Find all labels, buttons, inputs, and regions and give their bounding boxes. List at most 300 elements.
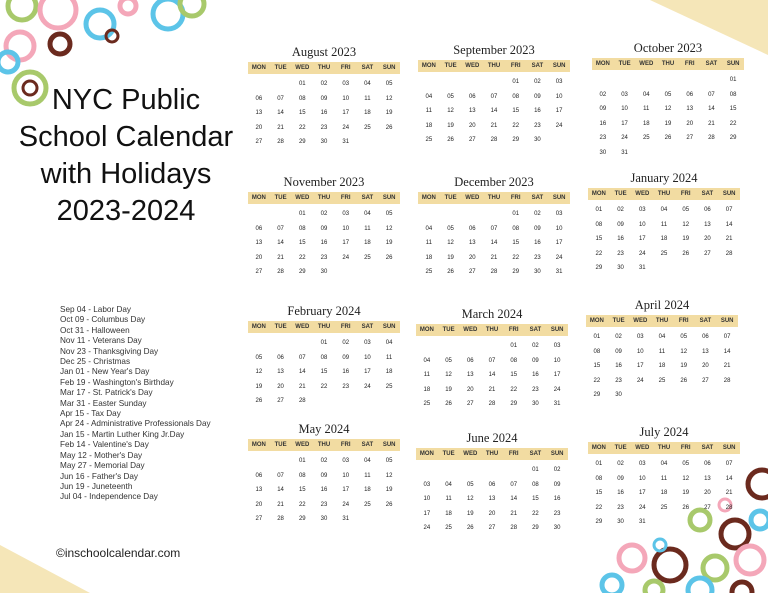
day-cell: 27 xyxy=(488,525,496,531)
day-cell: 21 xyxy=(723,363,731,369)
day-cell: 15 xyxy=(532,496,539,502)
day-cell: 10 xyxy=(638,221,646,228)
day-cell: 13 xyxy=(704,221,711,228)
day-cell: 11 xyxy=(364,225,371,232)
weekday-label: SAT xyxy=(531,63,544,69)
day-cell: 01 xyxy=(298,81,306,87)
weekday-label: SAT xyxy=(701,445,714,451)
day-cell: 06 xyxy=(277,354,284,361)
day-cell: 03 xyxy=(342,211,350,217)
empty-day-cell xyxy=(592,73,614,88)
day-cell: 15 xyxy=(298,487,306,493)
day-cell: 25 xyxy=(642,135,650,141)
empty-day-cell xyxy=(440,75,462,90)
day-cell: 15 xyxy=(595,236,603,242)
day-cell: 05 xyxy=(664,91,672,98)
day-cell: 06 xyxy=(466,357,474,364)
weekday-label: TUE xyxy=(274,65,287,71)
day-cell: 05 xyxy=(445,357,452,364)
day-cell: 01 xyxy=(595,207,603,213)
day-cell: 12 xyxy=(385,472,393,479)
title-line: School Calendar xyxy=(18,121,234,153)
day-cell: 21 xyxy=(277,124,284,131)
day-cell: 26 xyxy=(445,401,452,407)
day-cell: 01 xyxy=(729,77,737,83)
day-cell: 20 xyxy=(468,254,476,261)
day-cell: 13 xyxy=(686,106,694,112)
day-grid xyxy=(416,339,568,412)
empty-day-cell xyxy=(481,339,503,354)
weekday-label: TUE xyxy=(442,327,455,333)
day-cell: 09 xyxy=(615,348,622,355)
day-grid xyxy=(588,203,740,276)
day-cell: 26 xyxy=(682,250,690,257)
day-cell: 22 xyxy=(298,124,306,131)
day-cell: 29 xyxy=(729,135,737,141)
day-cell: 18 xyxy=(660,236,668,242)
day-cell: 19 xyxy=(680,363,688,369)
day-cell: 02 xyxy=(320,81,328,87)
day-cell: 25 xyxy=(660,504,668,511)
day-cell: 30 xyxy=(553,525,561,531)
day-cell: 30 xyxy=(617,265,624,271)
day-cell: 09 xyxy=(534,225,541,232)
day-cell: 31 xyxy=(555,269,563,275)
day-cell: 28 xyxy=(510,525,518,531)
day-grid xyxy=(588,457,740,530)
day-cell: 20 xyxy=(466,386,474,393)
empty-day-cell xyxy=(270,77,292,92)
day-cell: 03 xyxy=(423,481,431,488)
day-cell: 05 xyxy=(447,225,454,232)
day-cell: 01 xyxy=(298,211,306,217)
month-calendar xyxy=(248,421,400,527)
holiday-item: Mar 17 - St. Patrick's Day xyxy=(60,388,153,398)
weekday-header xyxy=(248,439,400,451)
day-cell: 20 xyxy=(704,490,711,496)
month-calendar xyxy=(592,40,744,160)
weekday-header xyxy=(248,321,400,333)
day-cell: 07 xyxy=(490,93,498,100)
day-cell: 18 xyxy=(364,487,371,493)
day-cell: 21 xyxy=(298,383,306,390)
day-cell: 07 xyxy=(708,91,715,98)
holiday-list xyxy=(60,305,211,503)
day-cell: 30 xyxy=(320,516,328,522)
month-calendar xyxy=(248,303,400,409)
weekday-label: WED xyxy=(295,65,310,71)
day-cell: 23 xyxy=(342,383,350,390)
day-cell: 04 xyxy=(445,481,452,488)
day-cell: 10 xyxy=(555,225,563,232)
day-cell: 27 xyxy=(704,250,711,257)
day-cell: 15 xyxy=(320,369,328,375)
day-cell: 04 xyxy=(660,207,668,213)
month-calendar xyxy=(588,424,740,530)
weekday-label: FRI xyxy=(340,195,351,201)
day-cell: 12 xyxy=(664,106,672,112)
day-cell: 14 xyxy=(725,221,733,228)
day-cell: 09 xyxy=(532,357,539,364)
day-cell: 23 xyxy=(532,386,539,393)
weekday-label: TUE xyxy=(444,63,457,69)
day-cell: 25 xyxy=(425,137,433,143)
day-cell: 04 xyxy=(364,458,371,464)
weekday-label: TUE xyxy=(274,195,287,201)
day-cell: 02 xyxy=(599,91,607,98)
day-cell: 21 xyxy=(708,120,715,127)
day-cell: 26 xyxy=(466,525,474,531)
day-cell: 03 xyxy=(342,81,350,87)
day-cell: 17 xyxy=(638,236,646,242)
weekday-label: MON xyxy=(251,65,266,71)
day-cell: 24 xyxy=(638,250,646,257)
day-cell: 01 xyxy=(298,458,306,464)
day-cell: 02 xyxy=(320,211,328,217)
day-cell: 12 xyxy=(385,95,393,102)
holiday-item: Jun 19 - Juneteenth xyxy=(60,481,133,491)
holiday-item: Apr 24 - Administrative Professionals Day xyxy=(60,419,211,429)
day-cell: 30 xyxy=(534,137,541,143)
weekday-label: THU xyxy=(657,191,671,197)
weekday-header xyxy=(416,324,568,336)
day-cell: 25 xyxy=(364,124,371,131)
empty-day-cell xyxy=(270,336,292,351)
day-cell: 13 xyxy=(255,110,263,116)
weekday-label: FRI xyxy=(680,445,691,451)
day-cell: 29 xyxy=(595,265,603,271)
day-cell: 28 xyxy=(298,398,306,404)
weekday-label: THU xyxy=(655,318,669,324)
day-cell: 09 xyxy=(320,95,328,102)
day-cell: 31 xyxy=(638,265,646,271)
day-cell: 21 xyxy=(277,254,284,261)
day-cell: 18 xyxy=(423,386,431,393)
day-cell: 11 xyxy=(364,472,371,479)
weekday-label: SUN xyxy=(382,195,396,201)
weekday-label: WED xyxy=(295,195,310,201)
weekday-label: FRI xyxy=(510,195,521,201)
day-cell: 08 xyxy=(298,225,306,232)
day-cell: 06 xyxy=(255,95,263,102)
weekday-label: TUE xyxy=(442,451,455,457)
weekday-header xyxy=(418,192,570,204)
day-cell: 10 xyxy=(636,348,644,355)
empty-day-cell xyxy=(459,463,481,478)
day-cell: 23 xyxy=(617,250,624,257)
day-cell: 16 xyxy=(342,369,350,375)
weekday-label: SUN xyxy=(382,442,396,448)
weekday-label: SUN xyxy=(550,451,564,457)
weekday-label: SAT xyxy=(361,324,374,330)
day-cell: 27 xyxy=(466,401,474,407)
month-title: January 2024 xyxy=(630,171,698,185)
day-cell: 23 xyxy=(534,122,541,129)
empty-day-cell xyxy=(481,463,503,478)
day-cell: 06 xyxy=(468,93,476,100)
day-cell: 24 xyxy=(555,122,563,129)
weekday-label: SUN xyxy=(720,318,734,324)
day-cell: 12 xyxy=(466,496,474,502)
day-cell: 05 xyxy=(255,354,263,361)
weekday-label: WED xyxy=(635,445,650,451)
day-grid xyxy=(586,330,738,403)
day-cell: 22 xyxy=(298,501,306,508)
holiday-item: Feb 19 - Washington's Birthday xyxy=(60,377,174,387)
day-cell: 20 xyxy=(704,236,711,242)
day-cell: 09 xyxy=(553,481,561,488)
day-cell: 07 xyxy=(725,207,733,213)
day-cell: 29 xyxy=(298,139,306,145)
weekday-label: TUE xyxy=(614,445,627,451)
day-cell: 08 xyxy=(595,221,603,228)
day-cell: 09 xyxy=(617,221,624,228)
day-cell: 27 xyxy=(468,137,476,143)
day-cell: 08 xyxy=(532,481,539,488)
day-cell: 05 xyxy=(682,207,690,213)
day-cell: 06 xyxy=(255,472,263,479)
day-cell: 10 xyxy=(364,354,371,361)
day-cell: 26 xyxy=(385,254,393,261)
weekday-label: THU xyxy=(485,327,499,333)
day-cell: 29 xyxy=(593,392,601,398)
day-cell: 21 xyxy=(725,236,733,242)
day-cell: 14 xyxy=(490,240,498,246)
day-cell: 02 xyxy=(532,343,539,349)
day-cell: 07 xyxy=(277,225,284,232)
weekday-label: SAT xyxy=(361,195,374,201)
day-cell: 31 xyxy=(638,519,646,525)
weekday-label: THU xyxy=(317,65,331,71)
day-cell: 16 xyxy=(320,240,328,246)
day-cell: 04 xyxy=(658,334,666,340)
day-cell: 28 xyxy=(490,137,498,143)
day-cell: 06 xyxy=(702,334,709,340)
weekday-label: TUE xyxy=(614,191,627,197)
holiday-item: Dec 25 - Christmas xyxy=(60,357,131,367)
day-cell: 28 xyxy=(277,139,284,145)
day-cell: 16 xyxy=(617,236,624,242)
day-cell: 18 xyxy=(445,510,452,517)
day-cell: 04 xyxy=(385,340,393,346)
day-cell: 16 xyxy=(553,496,561,502)
day-cell: 20 xyxy=(255,124,263,131)
weekday-header xyxy=(592,58,744,70)
day-cell: 30 xyxy=(599,149,607,156)
day-cell: 19 xyxy=(664,120,672,127)
day-cell: 04 xyxy=(364,81,371,87)
weekday-header xyxy=(586,315,738,327)
holiday-item: Mar 31 - Easter Sunday xyxy=(60,398,147,408)
weekday-label: SUN xyxy=(552,195,566,201)
day-cell: 28 xyxy=(488,401,496,407)
month-calendar xyxy=(416,306,568,412)
day-cell: 11 xyxy=(658,348,666,355)
holiday-item: May 12 - Mother's Day xyxy=(60,450,143,460)
day-cell: 22 xyxy=(512,122,520,129)
day-cell: 06 xyxy=(686,91,694,98)
day-cell: 01 xyxy=(532,467,539,473)
weekday-label: FRI xyxy=(680,191,691,197)
day-cell: 18 xyxy=(364,240,371,246)
weekday-label: SAT xyxy=(531,195,544,201)
day-cell: 18 xyxy=(425,254,433,261)
weekday-label: MON xyxy=(595,61,610,67)
day-cell: 17 xyxy=(553,372,561,378)
day-cell: 19 xyxy=(682,236,690,242)
day-cell: 30 xyxy=(532,401,539,407)
day-cell: 16 xyxy=(615,363,622,369)
day-grid xyxy=(248,454,400,527)
day-cell: 29 xyxy=(512,269,520,275)
day-cell: 01 xyxy=(593,334,601,340)
month-title: February 2024 xyxy=(287,304,361,318)
day-cell: 20 xyxy=(255,501,263,508)
day-grid xyxy=(592,73,744,160)
day-cell: 19 xyxy=(385,487,393,493)
weekday-label: TUE xyxy=(612,318,625,324)
day-cell: 03 xyxy=(638,461,646,467)
day-cell: 31 xyxy=(621,149,628,156)
day-cell: 09 xyxy=(617,475,624,482)
weekday-label: MON xyxy=(421,63,436,69)
day-cell: 22 xyxy=(729,120,737,127)
day-cell: 19 xyxy=(682,490,690,496)
day-cell: 15 xyxy=(595,490,603,496)
day-cell: 12 xyxy=(682,221,690,228)
day-cell: 27 xyxy=(468,269,476,275)
copyright-text: ©inschoolcalendar.com xyxy=(56,546,181,560)
day-cell: 23 xyxy=(320,124,328,131)
day-cell: 06 xyxy=(468,225,476,232)
day-cell: 09 xyxy=(534,93,541,100)
day-cell: 04 xyxy=(642,91,650,98)
day-cell: 16 xyxy=(534,240,541,246)
empty-day-cell xyxy=(248,207,270,222)
empty-day-cell xyxy=(291,336,313,351)
month-title: September 2023 xyxy=(453,43,535,57)
day-cell: 19 xyxy=(385,240,393,246)
day-cell: 14 xyxy=(708,106,715,112)
day-cell: 11 xyxy=(660,475,668,482)
day-cell: 12 xyxy=(680,348,688,355)
weekday-label: WED xyxy=(465,195,480,201)
day-cell: 16 xyxy=(320,487,328,493)
day-cell: 09 xyxy=(599,106,607,112)
day-cell: 26 xyxy=(447,269,454,275)
day-cell: 25 xyxy=(658,377,666,384)
weekday-label: MON xyxy=(421,195,436,201)
day-cell: 18 xyxy=(425,122,433,129)
day-cell: 04 xyxy=(660,461,668,467)
weekday-label: TUE xyxy=(444,195,457,201)
day-cell: 22 xyxy=(595,250,603,257)
weekday-label: WED xyxy=(463,451,478,457)
day-cell: 27 xyxy=(702,377,709,384)
day-cell: 07 xyxy=(723,334,731,340)
day-cell: 17 xyxy=(636,363,644,369)
day-cell: 17 xyxy=(364,369,371,375)
day-grid xyxy=(416,463,568,536)
day-cell: 13 xyxy=(488,496,496,502)
day-cell: 28 xyxy=(725,504,733,511)
weekday-label: THU xyxy=(657,445,671,451)
month-title: July 2024 xyxy=(639,425,689,439)
holiday-item: Sep 04 - Labor Day xyxy=(60,305,132,314)
day-cell: 13 xyxy=(702,348,709,355)
day-cell: 17 xyxy=(423,510,431,517)
day-cell: 29 xyxy=(512,137,520,143)
day-cell: 02 xyxy=(553,467,561,473)
day-cell: 04 xyxy=(364,211,371,217)
day-cell: 07 xyxy=(277,472,284,479)
day-cell: 11 xyxy=(386,354,393,361)
day-cell: 23 xyxy=(599,135,607,141)
day-cell: 04 xyxy=(423,357,431,364)
weekday-label: SAT xyxy=(529,327,542,333)
month-calendar xyxy=(248,174,400,280)
weekday-label: SAT xyxy=(701,191,714,197)
day-cell: 14 xyxy=(723,348,731,355)
day-cell: 20 xyxy=(468,122,476,129)
day-cell: 18 xyxy=(658,363,666,369)
day-cell: 28 xyxy=(490,269,498,275)
empty-day-cell xyxy=(418,75,440,90)
day-cell: 09 xyxy=(320,225,328,232)
page-title xyxy=(10,82,242,230)
day-cell: 03 xyxy=(555,79,563,85)
day-cell: 15 xyxy=(298,110,306,116)
day-cell: 21 xyxy=(725,490,733,496)
day-cell: 02 xyxy=(617,207,624,213)
day-cell: 11 xyxy=(643,106,650,112)
day-cell: 12 xyxy=(255,369,263,375)
weekday-label: THU xyxy=(317,324,331,330)
day-cell: 14 xyxy=(488,372,496,378)
day-cell: 05 xyxy=(682,461,690,467)
day-cell: 11 xyxy=(425,240,432,246)
day-cell: 13 xyxy=(255,487,263,493)
day-cell: 05 xyxy=(447,93,454,100)
weekday-label: FRI xyxy=(678,318,689,324)
day-cell: 12 xyxy=(682,475,690,482)
day-cell: 08 xyxy=(729,91,737,98)
day-cell: 27 xyxy=(255,269,263,275)
day-cell: 13 xyxy=(255,240,263,246)
day-cell: 24 xyxy=(636,377,644,384)
day-cell: 26 xyxy=(255,398,263,404)
weekday-label: SUN xyxy=(550,327,564,333)
day-cell: 15 xyxy=(298,240,306,246)
day-cell: 24 xyxy=(342,501,350,508)
weekday-label: MON xyxy=(251,195,266,201)
day-cell: 20 xyxy=(686,120,694,127)
weekday-label: TUE xyxy=(618,61,631,67)
day-cell: 23 xyxy=(617,504,624,511)
weekday-header xyxy=(248,192,400,204)
empty-day-cell xyxy=(459,339,481,354)
empty-day-cell xyxy=(461,207,483,222)
day-cell: 18 xyxy=(642,120,650,127)
day-cell: 22 xyxy=(532,510,539,517)
day-cell: 16 xyxy=(599,120,607,127)
month-title: June 2024 xyxy=(466,431,518,445)
day-cell: 07 xyxy=(488,357,496,364)
day-cell: 23 xyxy=(615,377,622,384)
month-title: August 2023 xyxy=(291,45,357,59)
weekday-label: MON xyxy=(419,327,434,333)
weekday-header xyxy=(588,188,740,200)
